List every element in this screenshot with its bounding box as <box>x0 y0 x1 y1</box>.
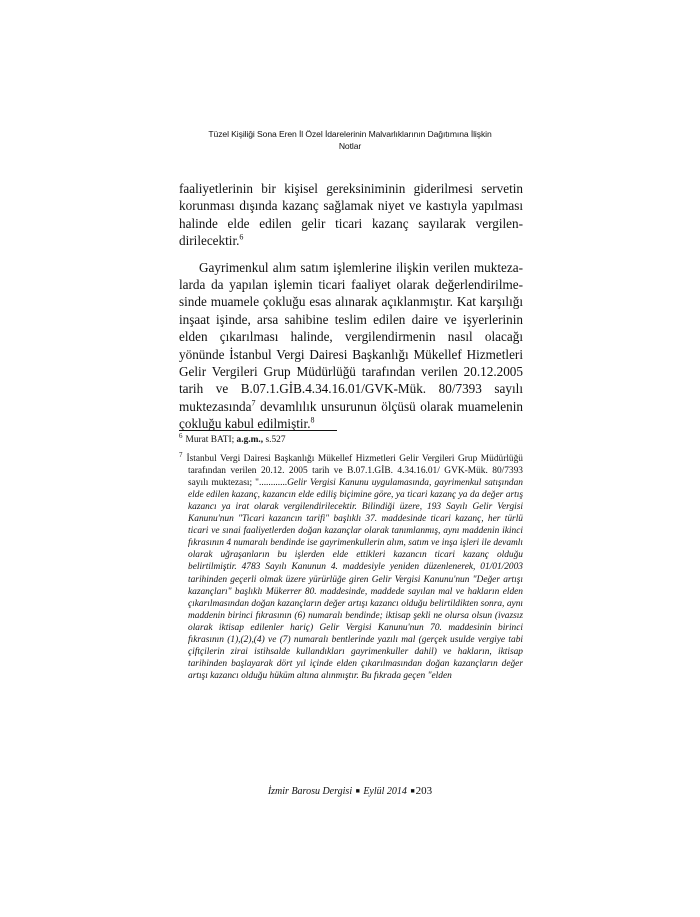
footnote-ref-8: 8 <box>310 415 315 425</box>
footnote-separator <box>179 430 337 431</box>
running-header-line2: Notlar <box>338 141 362 151</box>
paragraph-1 <box>179 180 523 250</box>
footnote-6-author: Murat BATI; <box>185 435 235 445</box>
footnotes <box>179 431 523 682</box>
footnote-7 <box>179 450 523 682</box>
footnote-7-quote: Gelir Vergisi Kanunu uygulamasında, gayrimenkul satışından elde edilen kazanç, kazancın elde ediliş biçimine göre, ya ticari kazanç ya da değer artış kazancı ya irat olarak vergilendirilecektir. Bilindiği üzere, 193 Sayılı Gelir Vergisi Kanunu'nun "Ticari kazancın tarifi" başlıklı 37. maddesinde ticari kazanç, her türlü ticari ve sınai faaliyetlerden doğan kazançlar olarak tanımlanmış, aynı maddenin ikinci fıkrasının 4 numaralı bendinde ise gayrimenkullerin alım, satım ve inşa işleri ile devamlı olarak uğraşanların bu işlerden elde ettikleri kazancın ticari kazanç olduğu belirtilmiştir. 4783 Sayılı Kanunun 4. maddesiyle yeniden düzenlenerek, 01/01/2003 tarihinden geçerli olmak üzere yürürlüğe giren Gelir Vergisi Kanunu'nun "Değer artışı kazançları" başlıklı Mükerrer 80. maddesinde, maddede sayılan mal ve hakların elden çıkarılmasından doğan kazançların değer artışı kazancı olduğu belirtildikten sonra, aynı maddenin birinci fıkrasının (6) numaralı bendinde; iktisap şekli ne olursa olsun (ivazsız olarak iktisap edilenler hariç) Gelir Vergisi Kanunu'nun 70. maddesinin birinci fıkrasının (1),(2),(4) ve (7) numaralı bentlerinde yazılı mal (gerçek usulde vergiye tabi çiftçilerin zirai istihsalde kullandıkları gayrimenkuller dahil) ve hakların, iktisap tarihinden başlayarak dört yıl içinde elden çıkarılmasından doğan kazançların değer artışı kazancı olduğu hüküm altına alınmıştır. Bu fıkrada geçen "elden <box>188 478 523 681</box>
footnote-ref-7: 7 <box>251 398 256 408</box>
footer-date: Eylül 2014 <box>363 786 407 797</box>
running-header <box>150 128 550 152</box>
footnote-7-lead: İstanbul Vergi Dairesi Başkanlığı Mükellef Hizmetleri Gelir Vergileri Grup Müdürlüğü tarafından verilen 20.12. 2005 tarih ve B.07.1.GİB. 4.34.16.01/ GVK-Mük. 80/7393 sayılı muktezası; " <box>186 454 523 489</box>
page-number: 203 <box>415 785 433 797</box>
paragraph-2-text: Gayrimenkul alım satım işlemlerine ilişkin verilen mukteza-larda da yapılan işlemin ticari faaliyet olarak değerlendirilme-sinde muamele çokluğu esas alınarak açıklanmıştır. Kat karşılığı inşaat işinde, arsa sahibine teslim edilen daire ve işyerlerinin elden çıkarılması halinde, vergilendirmenin nasıl olacağı yönünde İstanbul Vergi Dairesi Başkanlığı Mükellef Hizmetleri Gelir Vergileri Grup Müdürlüğü tarafından verilen 20.12.2005 tarih ve B.07.1.GİB.4.34.16.01/GVK-Mük. 80/7393 sayılı muktezasında <box>179 259 523 414</box>
paragraph-1-text: faaliyetlerinin bir kişisel gereksiniminin giderilmesi servetin korunması dışında kazanç sağlamak niyet ve kastıyla yapılması halinde elde edilen gelir ticari kazanç sayılarak vergilen-dirilecektir. <box>179 181 523 249</box>
running-header-line1: Tüzel Kişiliği Sona Eren İl Özel İdarelerinin Malvarlıklarının Dağıtımına İlişkin <box>208 129 492 139</box>
paragraph-2-end-text: devamlılık unsurunun ölçüsü olarak muamelenin çokluğu kabul edilmiştir. <box>179 398 523 432</box>
footnote-6-number: 6 <box>179 431 183 440</box>
footnote-6-page: s.527 <box>263 435 286 445</box>
footer-journal-title: İzmir Barosu Dergisi <box>267 786 353 797</box>
running-footer <box>150 785 550 798</box>
footnote-7-number: 7 <box>179 450 183 459</box>
footnote-7-dots: ............ <box>259 478 288 489</box>
footnote-6 <box>179 431 523 446</box>
footer-separator-1: ■ <box>355 787 360 796</box>
footnote-ref-6: 6 <box>239 232 244 242</box>
body-text <box>179 180 523 433</box>
footnote-6-ref: a.g.m., <box>236 435 264 445</box>
paragraph-2 <box>179 259 523 433</box>
footer-separator-2: ■ <box>410 787 415 796</box>
